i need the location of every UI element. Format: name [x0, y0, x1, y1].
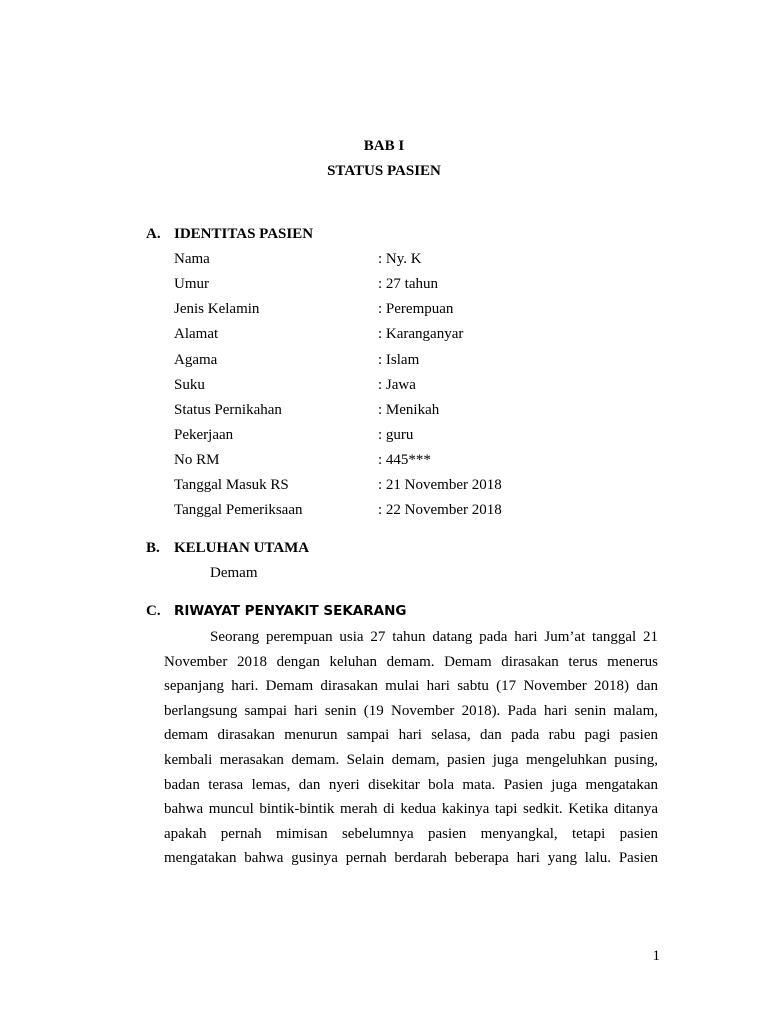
identity-value: : 27 tahun: [378, 276, 438, 292]
paragraph-line: Seorang perempuan usia 27 tahun datang pada hari Jum’at tanggal 21: [210, 629, 658, 645]
identity-label: Agama: [174, 352, 218, 368]
identity-label: Jenis Kelamin: [174, 301, 260, 317]
identity-row: [174, 326, 463, 343]
identity-value: : Islam: [378, 352, 420, 368]
identity-row: [174, 276, 438, 293]
identity-value: : Menikah: [378, 402, 440, 418]
chapter-label: BAB I: [363, 138, 405, 154]
identity-row: [174, 502, 502, 519]
identity-label: Tanggal Masuk RS: [174, 477, 289, 493]
identity-value: : Jawa: [378, 377, 416, 393]
identity-value: : 22 November 2018: [378, 502, 502, 518]
paragraph-line: sepanjang hari. Demam dirasakan mulai hari sabtu (17 November 2018) dan: [164, 678, 658, 695]
identity-label: Tanggal Pemeriksaan: [174, 502, 303, 518]
history-paragraph: [164, 625, 658, 871]
identity-value: : Karanganyar: [378, 326, 464, 342]
identity-value: : Perempuan: [378, 301, 454, 317]
identity-row: [174, 452, 431, 469]
section-a-heading: [146, 226, 313, 243]
section-b-letter: B.: [146, 540, 160, 556]
identity-label: Pekerjaan: [174, 427, 234, 443]
identity-label: No RM: [174, 452, 220, 468]
identity-label: Nama: [174, 251, 210, 267]
paragraph-line: November 2018 dengan keluhan demam. Demam dirasakan terus menerus: [164, 653, 658, 670]
identity-value: : 21 November 2018: [378, 477, 502, 493]
paragraph-line: mengatakan bahwa gusinya pernah berdarah beberapa hari yang lalu. Pasien: [164, 850, 658, 867]
section-b-title: KELUHAN UTAMA: [174, 540, 310, 556]
identity-row: [174, 427, 413, 444]
page-number: 1: [652, 948, 660, 964]
section-b-heading: [146, 540, 309, 557]
page-title: STATUS PASIEN: [327, 163, 441, 179]
identity-label: Status Pernikahan: [174, 402, 282, 418]
identity-value: : Ny. K: [378, 251, 422, 267]
section-a-letter: A.: [146, 226, 161, 242]
paragraph-line: demam dirasakan menurun sampai hari selasa, dan pada rabu pagi pasien: [164, 727, 658, 744]
identity-row: [174, 377, 416, 394]
section-c-title: RIWAYAT PENYAKIT SEKARANG: [174, 603, 407, 619]
section-c-letter: C.: [146, 603, 161, 619]
identity-label: Umur: [174, 276, 209, 292]
paragraph-line: bahwa muncul bintik-bintik merah di kedua kakinya tapi sedkit. Ketika ditanya: [164, 801, 658, 818]
section-c-heading: [146, 603, 406, 620]
identity-value: : guru: [378, 427, 414, 443]
paragraph-line: kembali merasakan demam. Selain demam, pasien juga mengeluhkan pusing,: [164, 751, 658, 768]
paragraph-line: badan terasa lemas, dan nyeri disekitar bola mata. Pasien juga mengatakan: [164, 776, 658, 793]
identity-row: [174, 251, 422, 268]
paragraph-line: apakah pernah mimisan sebelumnya pasien menyangkal, tetapi pasien: [164, 825, 658, 842]
identity-row: [174, 402, 439, 419]
chief-complaint: Demam: [210, 565, 258, 581]
identity-value: : 445***: [378, 452, 431, 468]
identity-row: [174, 352, 419, 369]
identity-row: [174, 477, 502, 494]
identity-label: Alamat: [174, 326, 219, 342]
paragraph-line: berlangsung sampai hari senin (19 November 2018). Pada hari senin malam,: [164, 702, 658, 719]
identity-label: Suku: [174, 377, 205, 393]
identity-row: [174, 301, 453, 318]
section-a-title: IDENTITAS PASIEN: [174, 226, 314, 242]
